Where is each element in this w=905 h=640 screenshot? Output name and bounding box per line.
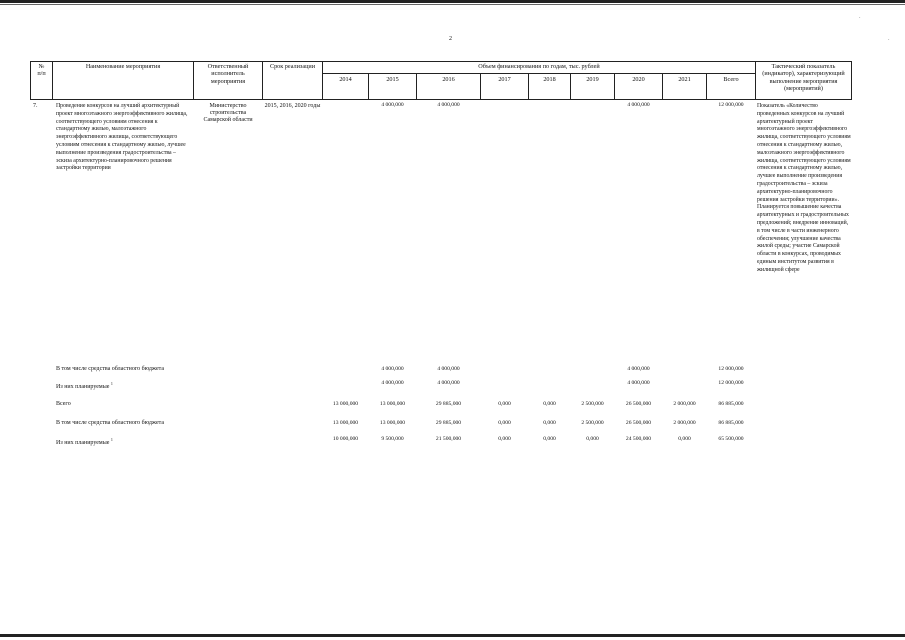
summary-label: В том числе средства областного бюджета — [56, 366, 165, 372]
value-cell: 2 000,000 — [673, 420, 696, 426]
header-total: Всего — [723, 76, 739, 83]
value-cell: 4 000,000 — [627, 380, 650, 386]
value-total: 86 885,000 — [718, 420, 744, 426]
scan-border-top-line — [0, 4, 905, 5]
scan-speck: · — [888, 38, 890, 43]
value-cell: 9 500,000 — [381, 436, 404, 442]
value-cell: 29 885,000 — [435, 401, 462, 407]
value-cell: 0,000 — [543, 401, 556, 407]
value-cell: 29 885,000 — [435, 420, 462, 426]
value-total: 65 500,000 — [718, 436, 744, 442]
value-cell: 26 500,000 — [625, 401, 652, 407]
value-cell: 26 500,000 — [625, 420, 652, 426]
summary-label: Из них планируемые — [56, 384, 110, 390]
value-cell: 0,000 — [678, 436, 691, 442]
value-total: 86 885,000 — [718, 401, 744, 407]
footnote-mark: 1 — [110, 437, 113, 442]
value-cell: 0,000 — [543, 420, 556, 426]
row-number: 7. — [33, 103, 38, 109]
page-number: 2 — [449, 36, 452, 42]
value-cell: 13 000,000 — [332, 420, 359, 426]
value-cell: 4 000,000 — [437, 366, 460, 372]
col-divider — [52, 61, 53, 100]
value-cell: 0,000 — [498, 436, 511, 442]
header-year: 2016 — [442, 76, 455, 83]
header-year: 2017 — [498, 76, 511, 83]
summary-label: В том числе средства областного бюджета — [56, 420, 165, 426]
header-year: 2021 — [678, 76, 691, 83]
header-indicator: Тактический показатель (индикатор), характеризующий выполнение мероприятия (мероприятий) — [762, 63, 845, 93]
footnote-mark: 1 — [110, 381, 113, 386]
value-cell: 0,000 — [498, 420, 511, 426]
years-header-line — [322, 73, 755, 74]
header-event-name: Наименование мероприятия — [85, 63, 161, 70]
header-year: 2018 — [543, 76, 556, 83]
summary-label-row — [56, 436, 316, 447]
summary-label: Всего — [56, 401, 71, 407]
value-cell: 4 000,000 — [381, 380, 404, 386]
header-year: 2019 — [586, 76, 599, 83]
value-cell: 2 500,000 — [581, 420, 604, 426]
value-cell: 0,000 — [498, 401, 511, 407]
header-financing: Объем финансирования по годам, тыс. рублей — [478, 63, 600, 70]
scan-border-top — [0, 0, 905, 3]
value-cell: 13 000,000 — [332, 401, 359, 407]
value-cell: 13 000,000 — [379, 401, 406, 407]
indicator-text: Показатель «Количество проведенных конкурсов на лучший архитектурный проект многоэтажного энергоэффективного жилища, соответствующего условиям отнесения к стандартному жилью, малоэтажного энергоэффективного жилища, соответствующего условиям отнесения к стандартному жилью, лучшее выполнение произведения градостроительства – эскиза архитектурно-планировочного решения застройки территории». Планируется повышение качества архитектурных и градостроительных предложений; внедрение инноваций, в том числе в части инженерного обеспечения; улучшение качества жилой среды; участие Самарской области в конкурсах, проводимых единым институтом развития в жилищной сфере — [757, 103, 851, 273]
header-year: 2015 — [386, 76, 399, 83]
value-cell: 2 000,000 — [673, 401, 696, 407]
scan-speck: · — [859, 16, 861, 21]
executor: Министерство строительства Самарской области — [203, 103, 253, 124]
table-top-border — [30, 61, 852, 62]
header-number: № п/п — [37, 63, 46, 78]
value-cell: 0,000 — [586, 436, 599, 442]
value-cell: 4 000,000 — [627, 366, 650, 372]
term: 2015, 2016, 2020 годы — [264, 103, 321, 109]
value-cell: 24 500,000 — [625, 436, 652, 442]
summary-label: Из них планируемые — [56, 440, 110, 446]
value-cell: 4 000,000 — [381, 102, 404, 108]
value-cell: 2 500,000 — [581, 401, 604, 407]
summary-label-row — [56, 380, 316, 391]
value-total: 12 000,000 — [718, 380, 744, 386]
value-total: 12 000,000 — [718, 366, 744, 372]
value-cell: 4 000,000 — [437, 380, 460, 386]
header-year: 2014 — [339, 76, 352, 83]
header-executor: Ответственный исполнитель мероприятия — [207, 63, 249, 85]
col-divider — [851, 61, 852, 100]
scan-border-bottom — [0, 634, 905, 637]
col-divider — [755, 61, 756, 100]
event-name: Проведение конкурсов на лучший архитектурный проект многоэтажного энергоэффективного жилища, соответствующего условиям отнесения к стандартному жилью, малоэтажного энергоэффективного жилища, соответствующего условиям отнесения к стандартному жилью, лучшее выполнение произведения градостроительства – эскиза архитектурно-планировочного решения застройки территории — [56, 103, 188, 172]
value-cell: 4 000,000 — [437, 102, 460, 108]
col-divider — [193, 61, 194, 100]
value-cell: 10 000,000 — [332, 436, 359, 442]
header-bottom-border — [30, 99, 852, 100]
value-cell: 13 000,000 — [379, 420, 406, 426]
header-year: 2020 — [632, 76, 645, 83]
value-total: 12 000,000 — [718, 102, 744, 108]
value-cell: 21 500,000 — [435, 436, 462, 442]
value-cell: 0,000 — [543, 436, 556, 442]
value-cell: 4 000,000 — [381, 366, 404, 372]
value-cell: 4 000,000 — [627, 102, 650, 108]
header-term: Срок реализации — [269, 63, 316, 70]
